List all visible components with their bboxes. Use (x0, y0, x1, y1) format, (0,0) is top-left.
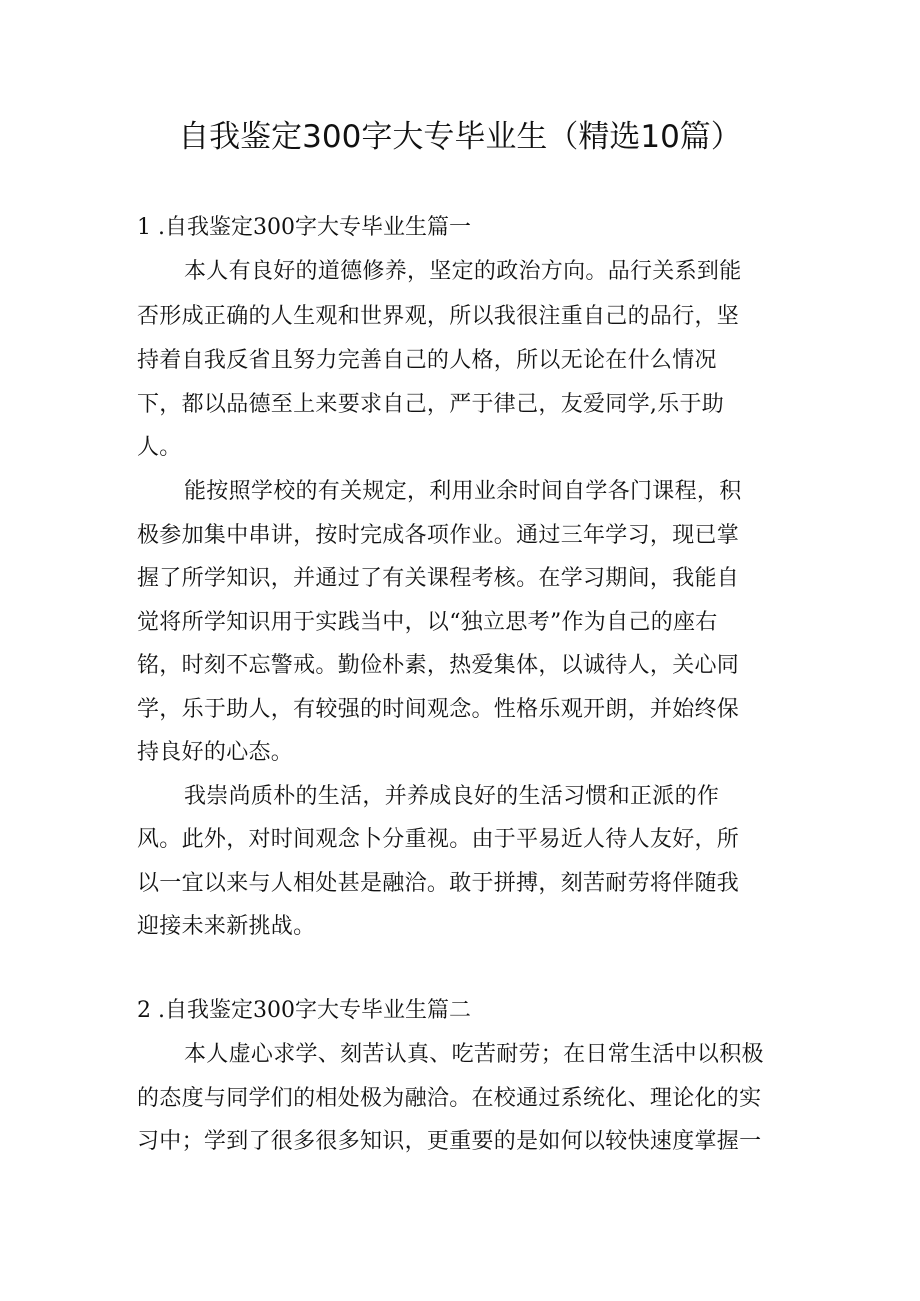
paragraph-line: 迎接未来新挑战。 (137, 914, 316, 939)
paragraph-line: 下，都以品德至上来要求自己，严于律己，友爱同学,乐于助 (137, 392, 725, 417)
document-title: 自我鉴定300字大专毕业生（精选10篇） (178, 119, 742, 155)
paragraph-line: 能按照学校的有关规定，利用业余时间自学各门课程，积 (184, 479, 742, 504)
paragraph-line: 持良好的心态。 (137, 740, 294, 765)
paragraph-line: 的态度与同学们的相处极为融洽。在校通过系统化、理论化的实 (137, 1086, 762, 1111)
paragraph-line: 铭，时刻不忘警戒。勤俭朴素，热爱集体，以诚待人，关心同 (137, 653, 740, 678)
section-heading-2: 2 .自我鉴定300字大专毕业生篇二 (137, 998, 471, 1023)
section-heading-1: 1 .自我鉴定300字大专毕业生篇一 (137, 215, 471, 240)
paragraph-line: 习中；学到了很多很多知识，更重要的是如何以较快速度掌握一 (137, 1129, 762, 1154)
paragraph-line: 否形成正确的人生观和世界观，所以我很注重自己的品行，坚 (137, 304, 740, 329)
paragraph-line: 本人虚心求学、刻苦认真、吃苦耐劳；在日常生活中以积极 (184, 1042, 764, 1067)
paragraph-line: 学，乐于助人，有较强的时间观念。性格乐观开朗，并始终保 (137, 697, 740, 722)
paragraph-line: 觉将所学知识用于实践当中，以“独立思考”作为自己的座右 (137, 610, 718, 635)
paragraph-line: 我崇尚质朴的生活，并养成良好的生活习惯和正派的作 (184, 784, 720, 809)
paragraph-line: 持着自我反省且努力完善自己的人格，所以无论在什么情况 (137, 348, 717, 373)
paragraph-line: 握了所学知识，并通过了有关课程考核。在学习期间，我能自 (137, 566, 740, 591)
paragraph-line: 本人有良好的道德修养，坚定的政治方向。品行关系到能 (184, 259, 742, 284)
paragraph-line: 以一宜以来与人相处甚是融洽。敢于拼搏，刻苦耐劳将伴随我 (137, 871, 740, 896)
paragraph-line: 风。此外，对时间观念卜分重视。由于平易近人待人友好，所 (137, 827, 740, 852)
paragraph-line: 人。 (137, 435, 182, 460)
paragraph-line: 极参加集中串讲，按时完成各项作业。通过三年学习，现已掌 (137, 523, 740, 548)
